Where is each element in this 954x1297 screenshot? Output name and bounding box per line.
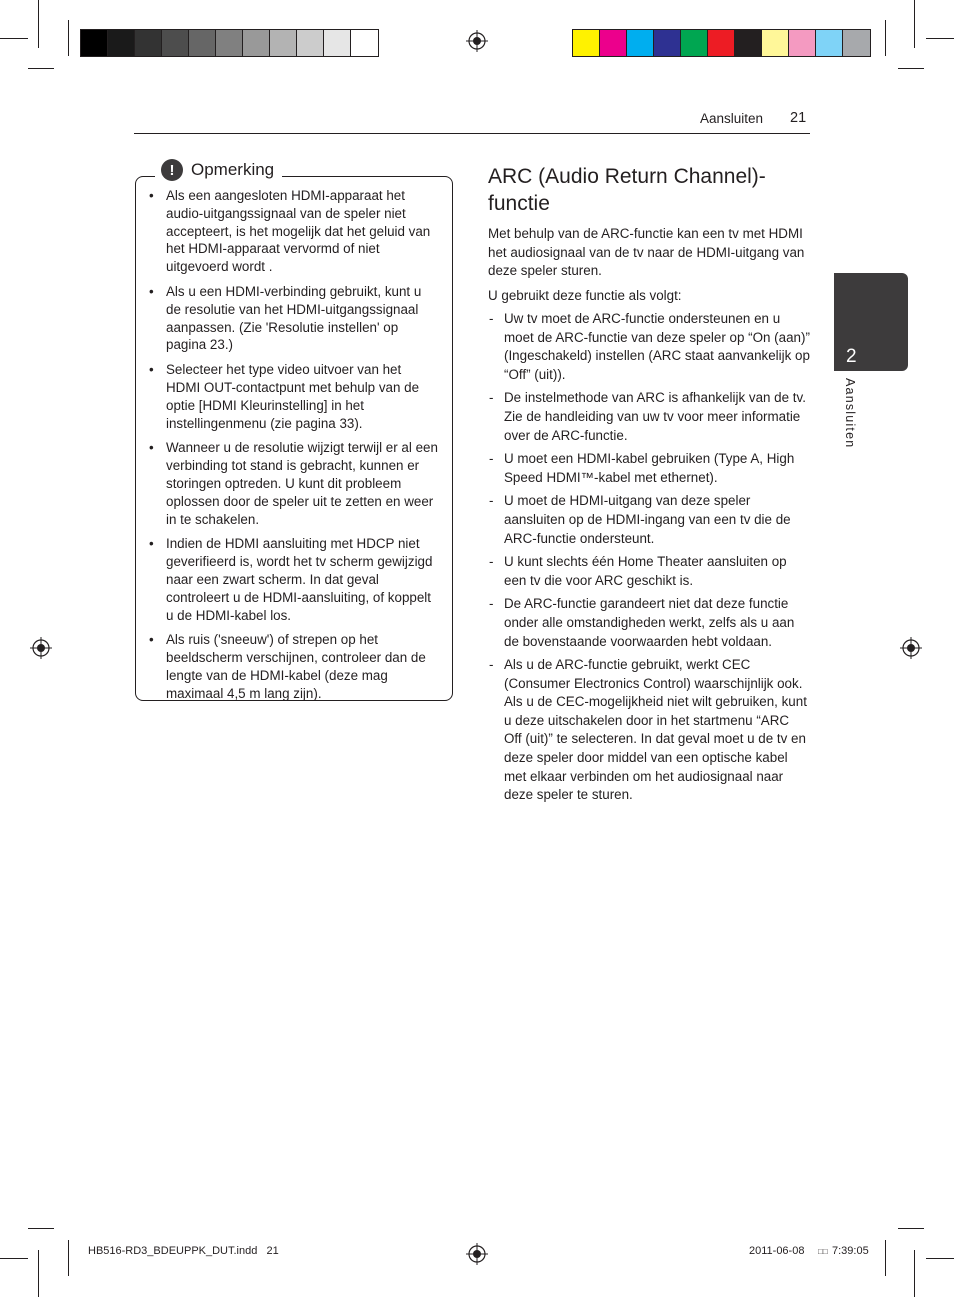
- header-rule: [134, 133, 810, 134]
- registration-mark-icon: [466, 30, 488, 52]
- registration-mark-icon: [30, 637, 52, 659]
- gray-swatch: [324, 30, 351, 56]
- footer-time-prefix: □□: [818, 1247, 828, 1256]
- requirement-item: - De ARC-functie garandeert niet dat deze functie onder alle omstandigheden werkt, zelfs als u aan de bovenstaande voorwaarden hebt voldaan.: [488, 595, 810, 651]
- requirement-list: [488, 310, 810, 810]
- section-intro: Met behulp van de ARC-functie kan een tv met HDMI het audiosignaal van de tv naar de HDMI-uitgang van deze speler sturen.: [488, 226, 805, 278]
- footer-time: 7:39:05: [832, 1245, 869, 1257]
- requirement-item: - De instelmethode van ARC is afhankelijk van de tv. Zie de handleiding van uw tv voor meer informatie over de ARC-functie.: [488, 389, 810, 445]
- crop-mark: [898, 68, 924, 69]
- color-swatch: [708, 30, 735, 56]
- color-swatch: [654, 30, 681, 56]
- color-swatch: [816, 30, 843, 56]
- color-swatch: [843, 30, 870, 56]
- color-swatch: [627, 30, 654, 56]
- crop-mark: [914, 0, 915, 48]
- crop-mark: [28, 1228, 54, 1229]
- gray-swatch: [297, 30, 324, 56]
- gray-swatch: [189, 30, 216, 56]
- crop-mark: [0, 38, 28, 39]
- crop-mark: [68, 20, 69, 56]
- crop-mark: [914, 1250, 915, 1297]
- gray-swatch: [162, 30, 189, 56]
- registration-mark-icon: [466, 1243, 488, 1265]
- gray-swatch: [216, 30, 243, 56]
- color-swatch: [762, 30, 789, 56]
- crop-mark: [885, 1240, 886, 1276]
- page-number: 21: [790, 110, 807, 126]
- gray-swatch: [243, 30, 270, 56]
- crop-mark: [898, 1228, 924, 1229]
- requirement-item: - U moet een HDMI-kabel gebruiken (Type A, High Speed HDMI™-kabel met ethernet).: [488, 450, 810, 487]
- footer-date: 2011-06-08: [749, 1245, 805, 1257]
- registration-mark-icon: [900, 637, 922, 659]
- note-header: [155, 159, 282, 181]
- gray-swatch: [135, 30, 162, 56]
- color-swatch: [600, 30, 627, 56]
- gray-swatch: [81, 30, 108, 56]
- note-title: Opmerking: [191, 160, 275, 179]
- requirement-item: - U moet de HDMI-uitgang van deze speler aansluiten op de HDMI-ingang van een tv die de ARC-functie ondersteunt.: [488, 492, 810, 548]
- color-swatch: [681, 30, 708, 56]
- requirement-item: - U kunt slechts één Home Theater aansluiten op een tv die voor ARC geschikt is.: [488, 553, 810, 590]
- section-heading: ARC (Audio Return Channel)-functie: [488, 165, 766, 215]
- crop-mark: [0, 1258, 28, 1259]
- note-item: • Indien de HDMI aansluiting met HDCP niet geverifieerd is, wordt het tv scherm gewijzigd naar een zwart scherm. In dat geval controleert u de HDMI-aansluiting, of koppelt u de HDMI-kabel los.: [146, 535, 438, 624]
- gray-swatch: [108, 30, 135, 56]
- requirement-item: - Uw tv moet de ARC-functie ondersteunen en u moet de ARC-functie van deze speler op “On (aan)” (Ingeschakeld) instellen (ARC staat aanvankelijk op “Off” (uit)).: [488, 310, 810, 384]
- note-list: [146, 187, 438, 710]
- exclamation-icon: !: [161, 159, 183, 181]
- color-swatch: [789, 30, 816, 56]
- note-item: • Selecteer het type video uitvoer van het HDMI OUT-contactpunt met behulp van de optie [HDMI Kleurinstelling] in het instellingenmenu (zie pagina 33).: [146, 361, 438, 432]
- crop-mark: [38, 0, 39, 48]
- crop-mark: [926, 38, 954, 39]
- crop-mark: [38, 1250, 39, 1297]
- gray-swatch: [351, 30, 378, 56]
- chapter-tab-label: Aansluiten: [843, 378, 857, 449]
- crop-mark: [926, 1258, 954, 1259]
- chapter-number: 2: [846, 346, 857, 367]
- running-header-title: Aansluiten: [700, 111, 764, 126]
- note-item: • Wanneer u de resolutie wijzigt terwijl er al een verbinding tot stand is gebracht, kunnen er storingen optreden. U kunt dit probleem oplossen door de speler uit te zetten en weer in te schakelen.: [146, 439, 438, 528]
- note-item: • Als een aangesloten HDMI-apparaat het audio-uitgangssignaal van de speler niet accepteert, is het mogelijk dat het geluid van het HDMI-apparaat vervormd of niet uitgevoerd wordt .: [146, 187, 438, 276]
- crop-mark: [885, 20, 886, 56]
- crop-mark: [68, 1240, 69, 1276]
- usage-intro: U gebruikt deze functie als volgt:: [488, 288, 682, 303]
- grayscale-calibration-bar: [80, 29, 379, 57]
- footer-filename: HB516-RD3_BDEUPPK_DUT.indd 21: [88, 1245, 279, 1257]
- color-calibration-bar: [572, 29, 871, 57]
- color-swatch: [573, 30, 600, 56]
- note-item: • Als u een HDMI-verbinding gebruikt, kunt u de resolutie van het HDMI-uitgangssignaal aanpassen. (Zie 'Resolutie instellen' op pagina 23.): [146, 283, 438, 354]
- color-swatch: [735, 30, 762, 56]
- requirement-item: - Als u de ARC-functie gebruikt, werkt CEC (Consumer Electronics Control) waarschijnlijk ook. Als u de CEC-mogelijkheid niet wilt gebruiken, kunt u deze uitschakelen door in het startmenu “ARC Off (uit)” te selecteren. In dat geval moet u de tv en deze speler door middel van een optische kabel met elkaar verbinden om het audiosignaal naar deze speler te sturen.: [488, 656, 810, 805]
- crop-mark: [28, 68, 54, 69]
- note-item: • Als ruis ('sneeuw') of strepen op het beeldscherm verschijnen, controleer dan de lengte van de HDMI-kabel (deze mag maximaal 4,5 m lang zijn).: [146, 631, 438, 702]
- gray-swatch: [270, 30, 297, 56]
